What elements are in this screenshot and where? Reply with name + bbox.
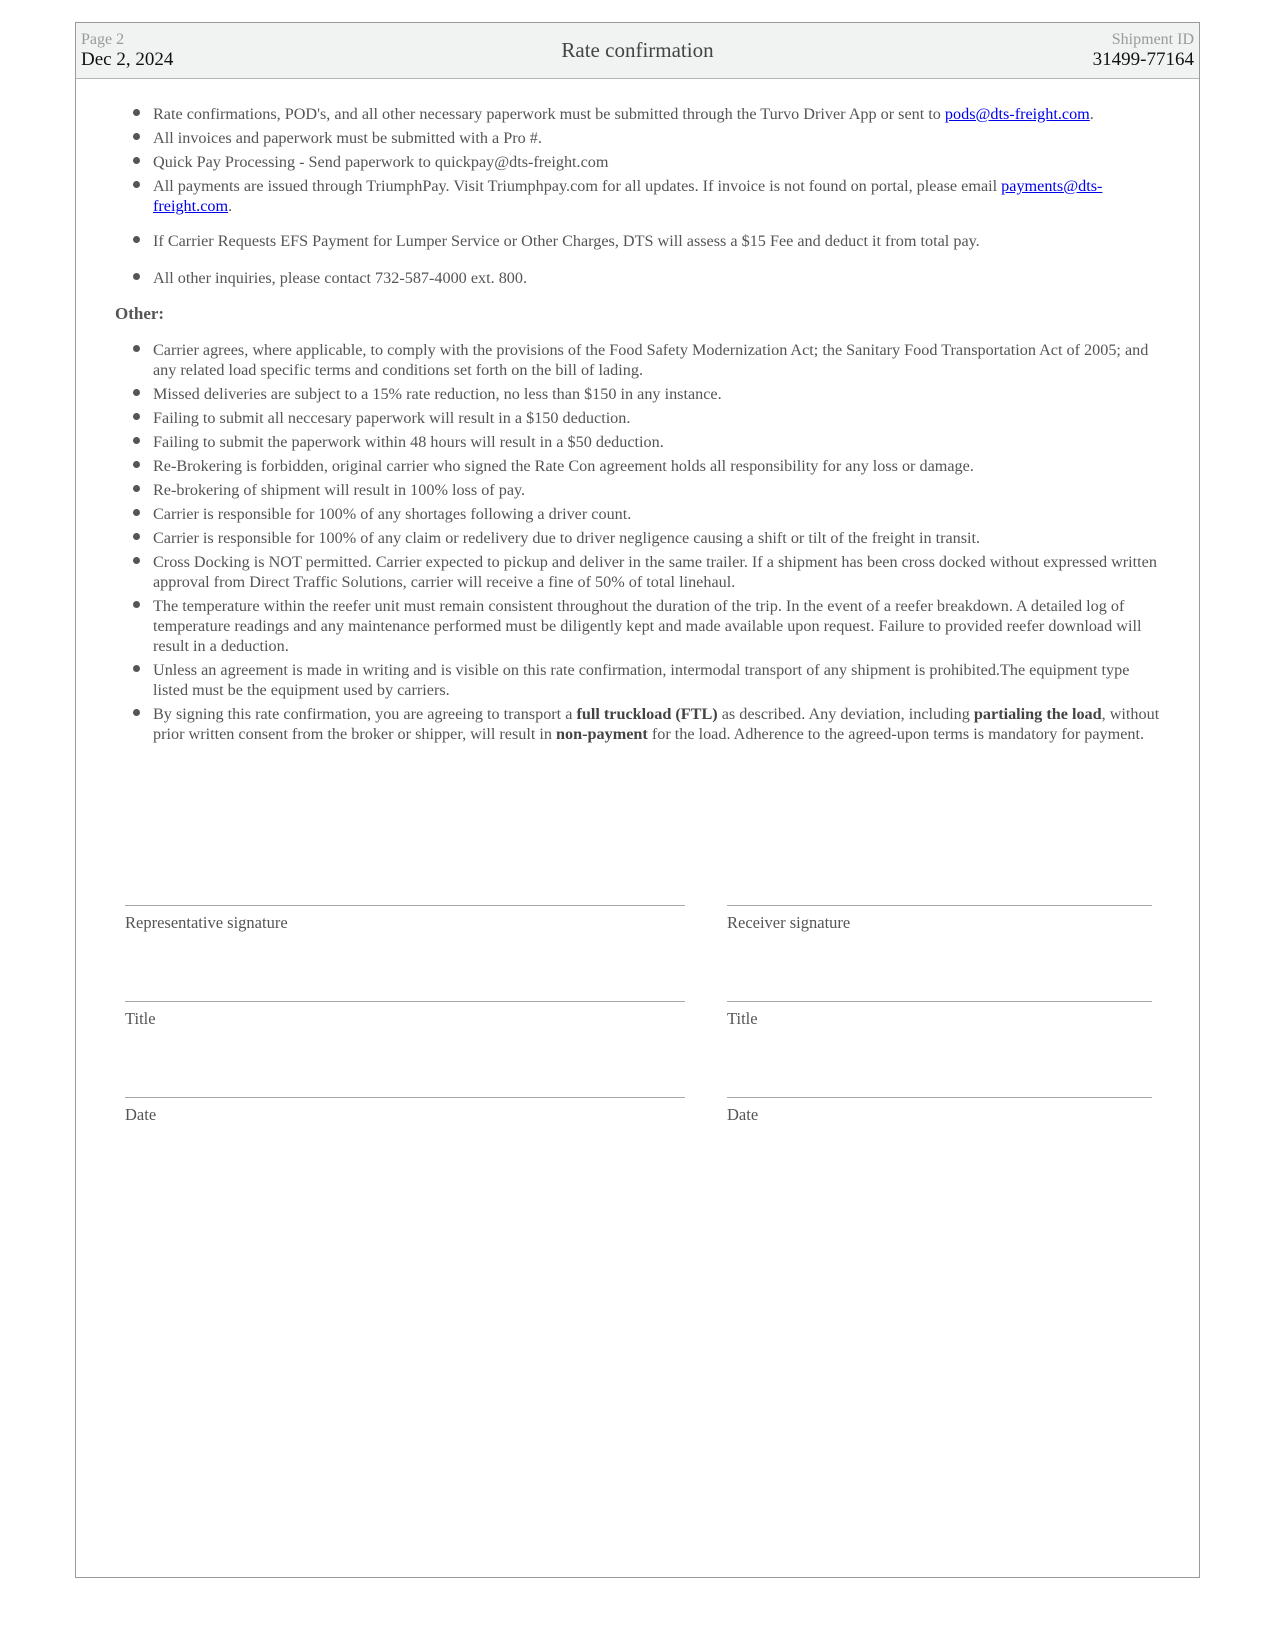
pods-email-link[interactable]: pods@dts-freight.com: [944, 105, 1090, 123]
representative-signature-field[interactable]: [125, 905, 685, 933]
other-terms-list: [115, 340, 1165, 744]
receiver-signature-label: Receiver signature: [727, 913, 851, 932]
page-number: Page 2: [81, 31, 125, 48]
document-date: Dec 2, 2024: [81, 49, 174, 70]
ftl-text-3: , without prior written consent from the broker or shipper, will result in: [153, 705, 1160, 743]
list-item: Failing to submit all neccesary paperwork will result in a $150 deduction.: [115, 408, 1165, 428]
representative-signature-label: Representative signature: [125, 913, 288, 932]
terms-content: [115, 104, 1165, 748]
header-right: [1093, 30, 1194, 71]
title-line: [727, 1001, 1152, 1002]
ftl-text-1: By signing this rate confirmation, you are agreeing to transport a: [153, 705, 577, 723]
list-item: Carrier agrees, where applicable, to comply with the provisions of the Food Safety Modernization Act; the Sanitary Food Transportation Act of 2005; and any related load specific terms and conditions set forth on the bill of lading.: [115, 340, 1165, 380]
list-item: Re-brokering of shipment will result in 100% loss of pay.: [115, 480, 1165, 500]
list-item: All other inquiries, please contact 732-587-4000 ext. 800.: [115, 268, 1165, 288]
list-item: Carrier is responsible for 100% of any shortages following a driver count.: [115, 504, 1165, 524]
receiver-signature-field[interactable]: [727, 905, 1152, 933]
right-title-label: Title: [727, 1009, 758, 1028]
date-line: [125, 1097, 685, 1098]
left-date-label: Date: [125, 1105, 157, 1124]
shipment-id-label: Shipment ID: [1111, 31, 1194, 48]
ftl-text-2: as described. Any deviation, including: [717, 705, 974, 723]
payments-email-link[interactable]: payments@dts-freight.com: [153, 177, 1103, 215]
payment-terms-list: [115, 104, 1165, 288]
document-title: Rate confirmation: [561, 38, 714, 62]
list-item: Re-Brokering is forbidden, original carrier who signed the Rate Con agreement holds all responsibility for any loss or damage.: [115, 456, 1165, 476]
left-date-field[interactable]: [125, 1097, 685, 1125]
title-line: [125, 1001, 685, 1002]
ftl-bold-1: full truckload (FTL): [576, 705, 718, 723]
other-heading: Other:: [115, 304, 165, 323]
right-date-label: Date: [727, 1105, 759, 1124]
date-line: [727, 1097, 1152, 1098]
right-date-field[interactable]: [727, 1097, 1152, 1125]
list-item: Quick Pay Processing - Send paperwork to quickpay@dts-freight.com: [115, 152, 1165, 172]
term-text: All payments are issued through TriumphPay. Visit Triumphpay.com for all updates. If invoice is not found on portal, please email: [153, 177, 998, 195]
right-title-field[interactable]: [727, 1001, 1152, 1029]
page-header: [76, 23, 1199, 79]
signature-line: [125, 905, 685, 906]
list-item: All payments are issued through TriumphPay. Visit Triumphpay.com for all updates. If invoice is not found on portal, please email payments@dts-freight.com.: [115, 176, 1165, 216]
left-title-field[interactable]: [125, 1001, 685, 1029]
list-item: All invoices and paperwork must be submitted with a Pro #.: [115, 128, 1165, 148]
list-item: Rate confirmations, POD's, and all other necessary paperwork must be submitted through the Turvo Driver App or sent to pods@dts-freight.com.: [115, 104, 1165, 124]
term-text: Rate confirmations, POD's, and all other necessary paperwork must be submitted through the Turvo Driver App or sent to: [153, 105, 941, 123]
list-item: Carrier is responsible for 100% of any claim or redelivery due to driver negligence causing a shift or tilt of the freight in transit.: [115, 528, 1165, 548]
ftl-term: [115, 704, 1165, 744]
list-item: Failing to submit the paperwork within 48 hours will result in a $50 deduction.: [115, 432, 1165, 452]
shipment-id: 31499-77164: [1092, 49, 1194, 70]
list-item: Missed deliveries are subject to a 15% rate reduction, no less than $150 in any instance.: [115, 384, 1165, 404]
ftl-text-4: for the load. Adherence to the agreed-upon terms is mandatory for payment.: [647, 725, 1145, 743]
list-item: The temperature within the reefer unit must remain consistent throughout the duration of the trip. In the event of a reefer breakdown. A detailed log of temperature readings and any maintenance performed must be diligently kept and made available upon request. Failure to provided reefer download will result in a deduction.: [115, 596, 1165, 656]
list-item: Cross Docking is NOT permitted. Carrier expected to pickup and deliver in the same trailer. If a shipment has been cross docked without expressed written approval from Direct Traffic Solutions, carrier will receive a fine of 50% of total linehaul.: [115, 552, 1165, 592]
left-title-label: Title: [125, 1009, 156, 1028]
ftl-bold-3: non-payment: [556, 725, 648, 743]
page-frame: [75, 22, 1200, 1578]
ftl-bold-2: partialing the load: [973, 705, 1102, 723]
list-item: Unless an agreement is made in writing and is visible on this rate confirmation, intermodal transport of any shipment is prohibited.The equipment type listed must be the equipment used by carriers.: [115, 660, 1165, 700]
list-item: If Carrier Requests EFS Payment for Lumper Service or Other Charges, DTS will assess a $15 Fee and deduct it from total pay.: [115, 231, 1165, 251]
signature-line: [727, 905, 1152, 906]
